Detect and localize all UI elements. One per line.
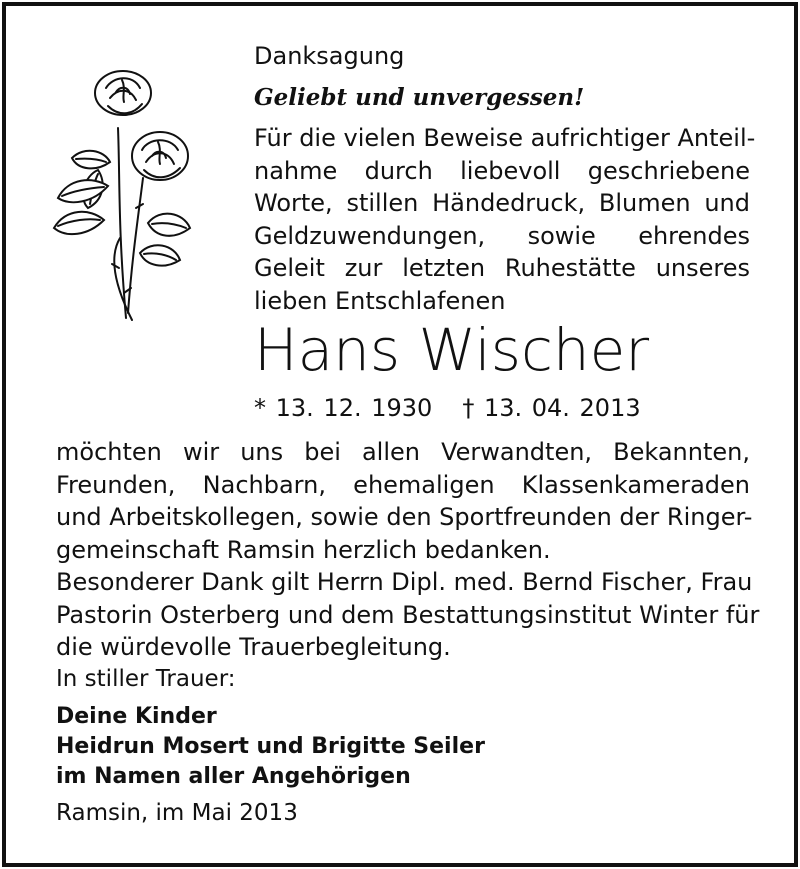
birth-date: * 13. 12. 1930 (254, 394, 433, 422)
body-line: gemeinschaft Ramsin herzlich bedanken. (56, 535, 551, 564)
intro-line: Geldzuwendungen, sowie ehrendes (254, 221, 750, 250)
signer-line: Deine Kinder (56, 704, 217, 729)
life-dates (254, 394, 641, 422)
mourning-label: In stiller Trauer: (56, 666, 236, 692)
body-line: Besonderer Dank gilt Herrn Dipl. med. Bernd Fischer, Frau (56, 568, 753, 596)
notice-motto: Geliebt und unvergessen! (254, 84, 585, 111)
intro-line: Worte, stillen Händedruck, Blumen und (254, 189, 750, 217)
body-line: möchten wir uns bei allen Verwandten, Bekannten, (56, 438, 750, 466)
deceased-name: Hans Wischer (254, 316, 650, 384)
rose-illustration (48, 58, 198, 328)
intro-line: Geleit zur letzten Ruhestätte unseres (254, 254, 750, 282)
intro-line: nahme durch liebevoll geschriebene (254, 156, 750, 185)
place-date: Ramsin, im Mai 2013 (56, 800, 298, 826)
signer-line: im Namen aller Angehörigen (56, 764, 411, 789)
intro-line: lieben Entschlafenen (254, 286, 506, 315)
death-date: † 13. 04. 2013 (462, 394, 641, 422)
body-line: und Arbeitskollegen, sowie den Sportfreunden der Ringer- (56, 503, 753, 531)
body-line: Pastorin Osterberg und dem Bestattungsinstitut Winter für (56, 600, 760, 629)
intro-line: Für die vielen Beweise aufrichtiger Anteil- (254, 124, 756, 152)
signer-line: Heidrun Mosert und Brigitte Seiler (56, 734, 485, 759)
notice-heading: Danksagung (254, 42, 405, 70)
intro-text (254, 122, 756, 317)
body-line: Freunden, Nachbarn, ehemaligen Klassenkameraden (56, 470, 750, 499)
body-text (56, 436, 760, 664)
body-line: die würdevolle Trauerbegleitung. (56, 633, 451, 661)
